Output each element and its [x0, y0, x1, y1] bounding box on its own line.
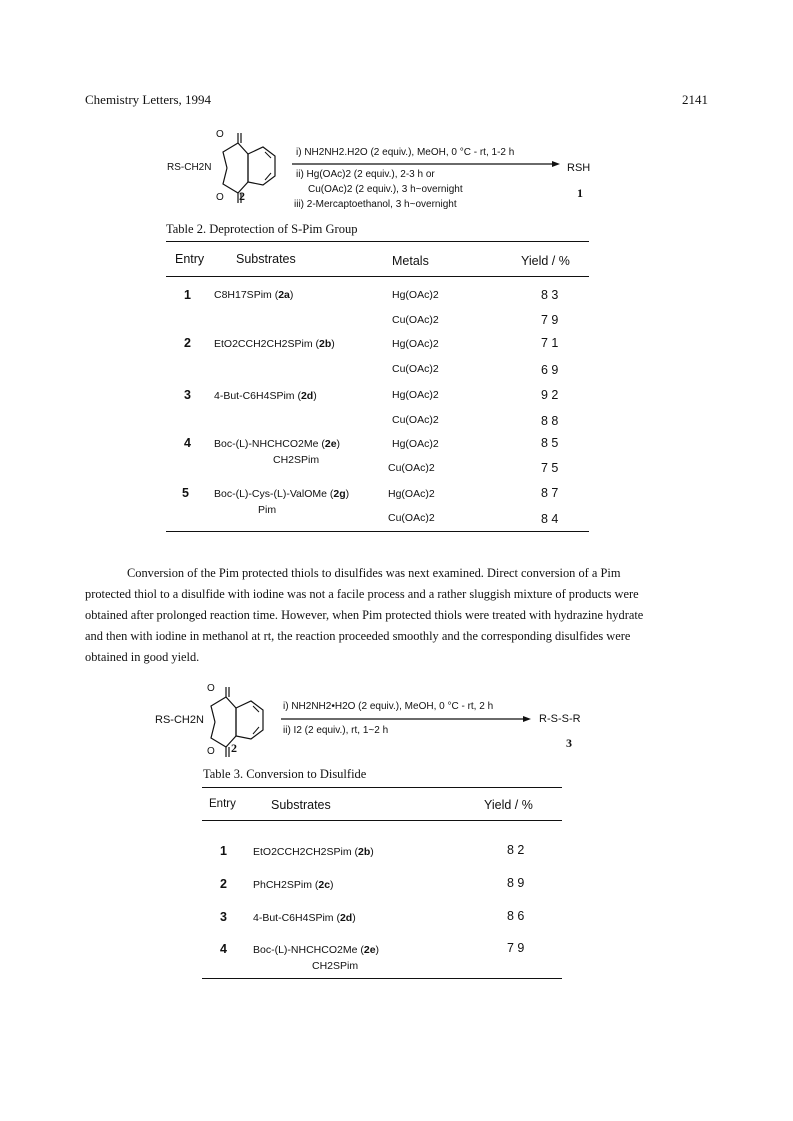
- table-3-header-entry: Entry: [209, 798, 236, 810]
- table-2-header-yield: Yield / %: [521, 254, 570, 268]
- metal-cell: Cu(OAc)2: [392, 314, 439, 326]
- table-3-top-rule: [202, 787, 562, 788]
- entry-number: 1: [184, 288, 191, 302]
- compound-number-2: 2: [231, 741, 237, 755]
- substrate-side-chain: CH2SPim: [312, 960, 359, 972]
- table-2-caption: Table 2. Deprotection of S-Pim Group: [166, 222, 358, 236]
- substrate-cell: 4-But-C6H4SPim (2d): [214, 390, 317, 402]
- metal-cell: Hg(OAc)2: [392, 438, 439, 450]
- paragraph-line: obtained after prolonged reaction time. However, when Pim protected thiols were treated with hydrazine hydrate: [85, 608, 644, 622]
- yield-cell: 7 1: [541, 336, 559, 350]
- product-2: R-S-S-R: [539, 713, 581, 725]
- paragraph-line: obtained in good yield.: [85, 650, 200, 664]
- substrate-cell: 4-But-C6H4SPim (2d): [253, 912, 356, 924]
- metal-cell: Cu(OAc)2: [392, 414, 439, 426]
- product-number-2: 3: [566, 736, 572, 750]
- reaction-arrow-1: [292, 160, 562, 168]
- yield-cell: 8 8: [541, 414, 559, 428]
- table-2-header-substrates: Substrates: [236, 252, 296, 266]
- yield-cell: 8 6: [507, 909, 525, 923]
- entry-number: 3: [220, 910, 227, 924]
- substrate-cell: PhCH2SPim (2c): [253, 879, 334, 891]
- oxygen-top-2: O: [207, 683, 215, 694]
- table-3-header-rule: [202, 820, 562, 821]
- table-3-header-yield: Yield / %: [484, 798, 533, 812]
- product-1: RSH: [567, 162, 591, 174]
- entry-number: 2: [220, 877, 227, 891]
- entry-number: 5: [182, 486, 189, 500]
- substrate-cell: Boc-(L)-NHCHCO2Me (2e): [253, 944, 380, 956]
- yield-cell: 8 2: [507, 843, 525, 857]
- substrate-cell: Boc-(L)-NHCHCO2Me (2e): [214, 438, 341, 450]
- metal-cell: Hg(OAc)2: [392, 289, 439, 301]
- substrate-label-2: RS-CH2N: [155, 714, 204, 726]
- reaction-arrow-2: [281, 715, 533, 723]
- substrate-cell: Boc-(L)-Cys-(L)-ValOMe (2g): [214, 488, 350, 500]
- table-3-caption: Table 3. Conversion to Disulfide: [203, 767, 367, 781]
- table-2-header-rule: [166, 276, 589, 277]
- yield-cell: 8 4: [541, 512, 559, 526]
- paragraph-line: and then with iodine in methanol at rt, the reaction proceeded smoothly and the corresponding disulfides were: [85, 629, 631, 643]
- metal-cell: Hg(OAc)2: [392, 389, 439, 401]
- yield-cell: 7 9: [541, 313, 559, 327]
- running-head-journal: Chemistry Letters, 1994: [85, 92, 212, 107]
- reagent-iii-1: iii) 2-Mercaptoethanol, 3 h~overnight: [294, 199, 457, 210]
- yield-cell: 7 5: [541, 461, 559, 475]
- metal-cell: Hg(OAc)2: [388, 488, 435, 500]
- body-paragraph: [85, 563, 707, 668]
- yield-cell: 8 5: [541, 436, 559, 450]
- entry-number: 1: [220, 844, 227, 858]
- table-2-top-rule: [166, 241, 589, 242]
- yield-cell: 8 7: [541, 486, 559, 500]
- metal-cell: Hg(OAc)2: [392, 338, 439, 350]
- entry-number: 2: [184, 336, 191, 350]
- yield-cell: 7 9: [507, 941, 525, 955]
- paragraph-line: protected thiol to a disulfide with iodine was not a facile process and a rather sluggish mixture of products were: [85, 587, 639, 601]
- substrate-side-chain: CH2SPim: [273, 454, 320, 466]
- yield-cell: 9 2: [541, 388, 559, 402]
- substrate-cell: EtO2CCH2CH2SPim (2b): [214, 338, 335, 350]
- metal-cell: Cu(OAc)2: [388, 512, 435, 524]
- entry-number: 4: [184, 436, 191, 450]
- yield-cell: 6 9: [541, 363, 559, 377]
- yield-cell: 8 3: [541, 288, 559, 302]
- table-2-header-entry: Entry: [175, 252, 205, 266]
- reagent-ii-2: ii) I2 (2 equiv.), rt, 1~2 h: [283, 725, 389, 736]
- reagent-i-2: i) NH2NH2•H2O (2 equiv.), MeOH, 0 °C - rt, 2 h: [283, 701, 494, 712]
- oxygen-bottom-2: O: [207, 746, 215, 757]
- reagent-ii-alt-1: Cu(OAc)2 (2 equiv.), 3 h~overnight: [308, 184, 463, 195]
- yield-cell: 8 9: [507, 876, 525, 890]
- page-number: 2141: [682, 92, 708, 107]
- compound-number-1: 2: [239, 189, 245, 203]
- metal-cell: Cu(OAc)2: [392, 363, 439, 375]
- paragraph-line: Conversion of the Pim protected thiols to disulfides was next examined. Direct conversion of a Pim: [127, 566, 621, 580]
- product-number-1: 1: [577, 186, 583, 200]
- table-2-bottom-rule: [166, 531, 589, 532]
- oxygen-top-1: O: [216, 129, 224, 140]
- table-3-bottom-rule: [202, 978, 562, 979]
- reagent-ii-1: ii) Hg(OAc)2 (2 equiv.), 2-3 h or: [296, 169, 435, 180]
- substrate-side-chain: Pim: [258, 504, 277, 516]
- table-3-header-substrates: Substrates: [271, 798, 331, 812]
- oxygen-bottom-1: O: [216, 192, 224, 203]
- substrate-cell: C8H17SPim (2a): [214, 289, 294, 301]
- substrate-label-1: RS-CH2N: [167, 162, 212, 173]
- entry-number: 4: [220, 942, 227, 956]
- table-2-header-metals: Metals: [392, 254, 429, 268]
- substrate-cell: EtO2CCH2CH2SPim (2b): [253, 846, 374, 858]
- reagent-i-1: i) NH2NH2.H2O (2 equiv.), MeOH, 0 °C - rt, 1-2 h: [296, 147, 515, 158]
- metal-cell: Cu(OAc)2: [388, 462, 435, 474]
- entry-number: 3: [184, 388, 191, 402]
